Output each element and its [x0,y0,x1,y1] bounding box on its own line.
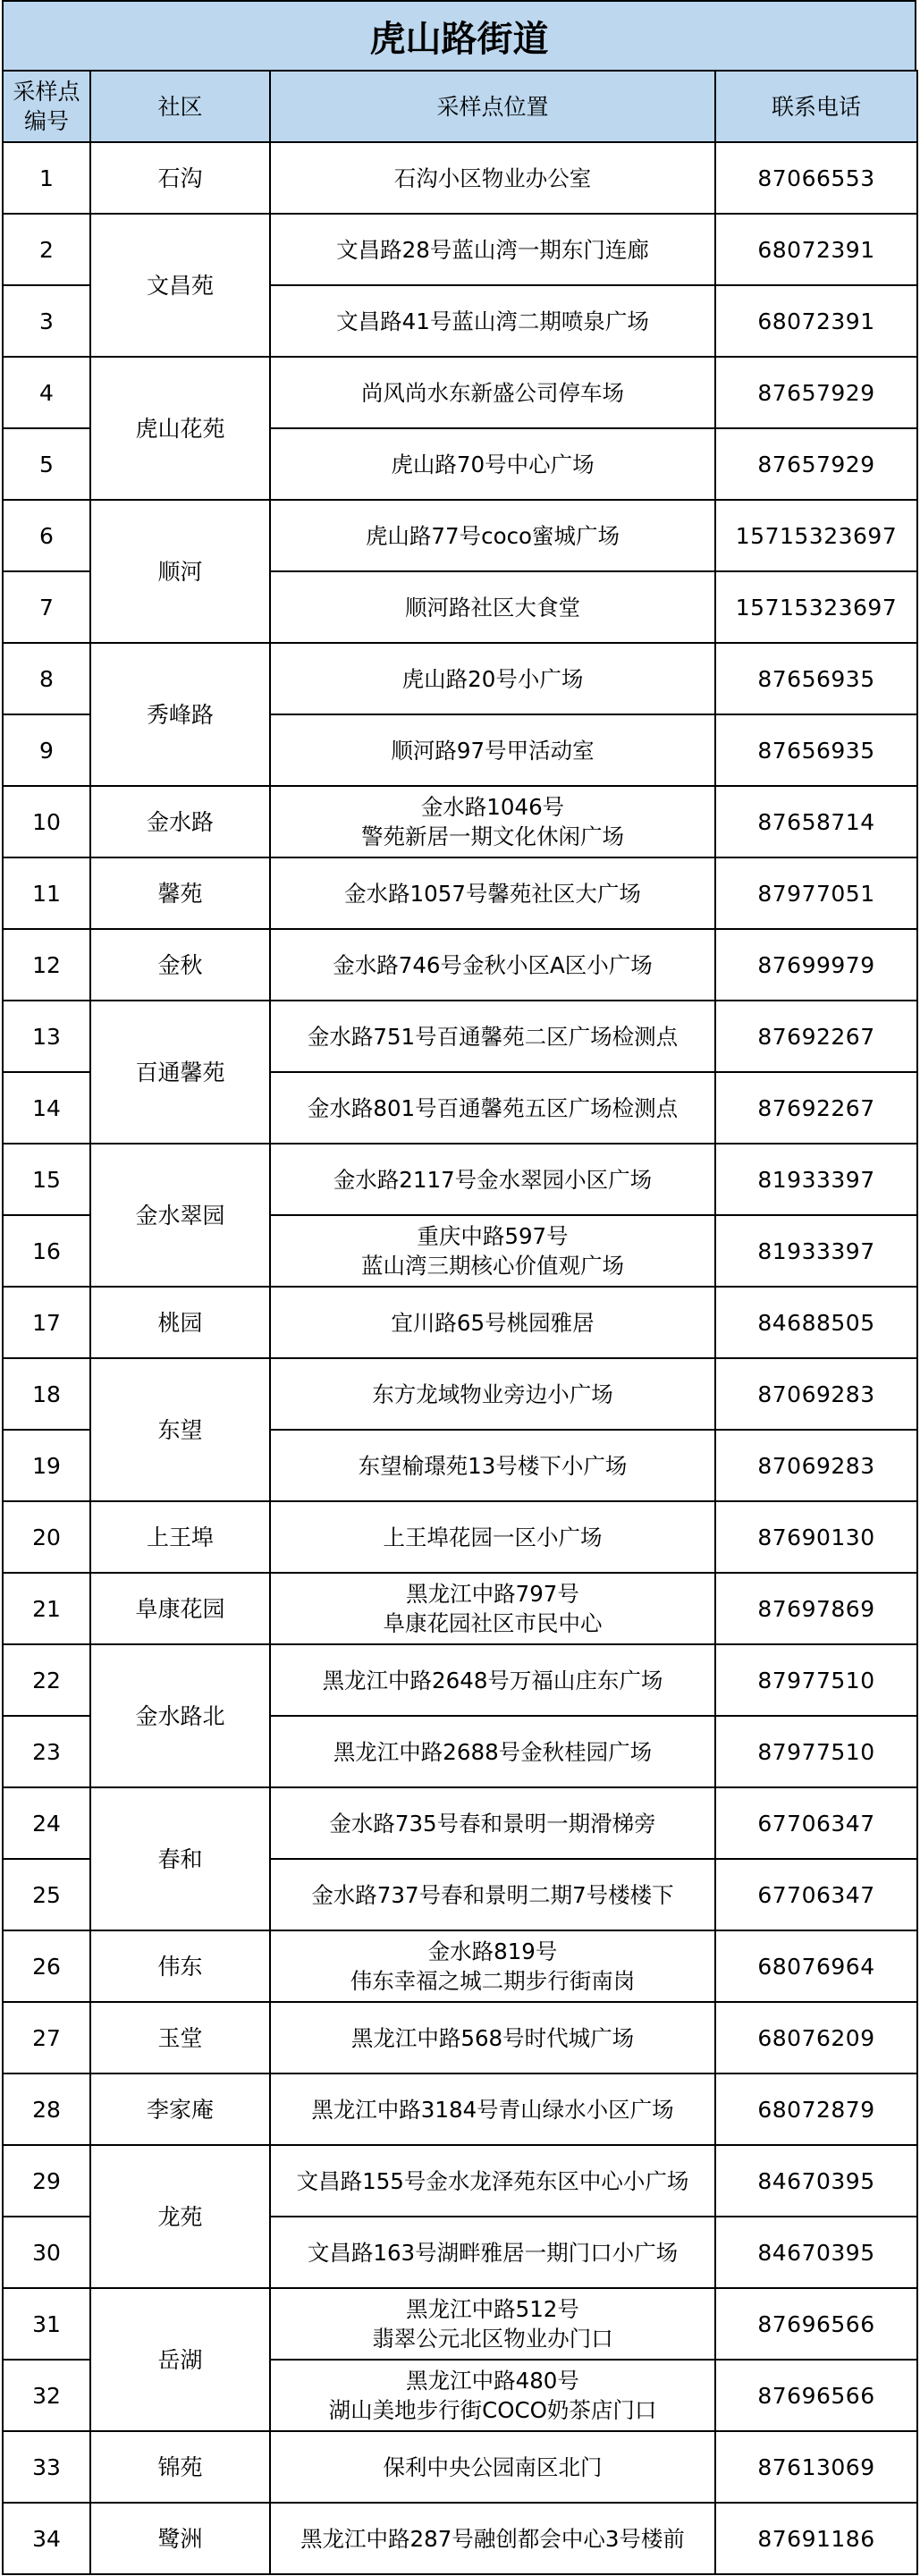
cell-location: 黑龙江中路3184号青山绿水小区广场 [270,2073,715,2145]
table-row [3,2002,917,2073]
cell-phone: 81933397 [715,1144,917,1215]
cell-location: 顺河路97号甲活动室 [270,714,715,786]
table-row [3,1358,917,1430]
table-row [3,214,917,285]
cell-phone: 15715323697 [715,571,917,643]
table-row [3,1573,917,1644]
cell-community: 文昌苑 [90,214,270,357]
cell-location: 重庆中路597号 蓝山湾三期核心价值观广场 [270,1215,715,1287]
cell-number: 28 [3,2073,90,2145]
cell-community: 玉堂 [90,2002,270,2073]
cell-number: 14 [3,1072,90,1144]
table-header [3,71,917,142]
cell-number: 10 [3,786,90,857]
cell-phone: 81933397 [715,1215,917,1287]
cell-location: 黑龙江中路2648号万福山庄东广场 [270,1644,715,1716]
cell-location: 文昌路163号湖畔雅居一期门口小广场 [270,2217,715,2288]
cell-phone: 68072391 [715,285,917,357]
cell-number: 21 [3,1573,90,1644]
cell-number: 25 [3,1859,90,1930]
cell-number: 24 [3,1787,90,1859]
table-row [3,357,917,428]
cell-community: 龙苑 [90,2145,270,2288]
header-row [3,71,917,142]
cell-number: 7 [3,571,90,643]
cell-number: 8 [3,643,90,714]
cell-phone: 87069283 [715,1358,917,1430]
cell-phone: 87696566 [715,2360,917,2431]
cell-phone: 87977510 [715,1716,917,1787]
cell-number: 9 [3,714,90,786]
table-row [3,2431,917,2503]
cell-location: 金水路735号春和景明一期滑梯旁 [270,1787,715,1859]
table-row [3,929,917,1001]
cell-phone: 68072879 [715,2073,917,2145]
cell-location: 东望榆璟苑13号楼下小广场 [270,1430,715,1501]
cell-phone: 87656935 [715,714,917,786]
cell-phone: 15715323697 [715,500,917,571]
cell-community: 金秋 [90,929,270,1001]
cell-phone: 87691186 [715,2503,917,2574]
cell-community: 岳湖 [90,2288,270,2431]
cell-community: 伟东 [90,1930,270,2002]
sheet-title: 虎山路街道 [2,0,916,72]
cell-number: 17 [3,1287,90,1358]
cell-phone: 87656935 [715,643,917,714]
cell-community: 东望 [90,1358,270,1501]
cell-community: 春和 [90,1787,270,1930]
cell-number: 2 [3,214,90,285]
cell-location: 虎山路20号小广场 [270,643,715,714]
cell-number: 32 [3,2360,90,2431]
cell-location: 东方龙域物业旁边小广场 [270,1358,715,1430]
cell-number: 5 [3,428,90,500]
cell-community: 金水翠园 [90,1144,270,1287]
table-row [3,500,917,571]
cell-phone: 87613069 [715,2431,917,2503]
cell-phone: 87657929 [715,428,917,500]
cell-number: 15 [3,1144,90,1215]
table-row [3,1787,917,1859]
cell-number: 23 [3,1716,90,1787]
cell-phone: 84670395 [715,2145,917,2217]
cell-phone: 87658714 [715,786,917,857]
cell-location: 黑龙江中路512号 翡翠公元北区物业办门口 [270,2288,715,2360]
cell-number: 16 [3,1215,90,1287]
cell-location: 虎山路77号coco蜜城广场 [270,500,715,571]
cell-community: 石沟 [90,142,270,214]
cell-phone: 87692267 [715,1072,917,1144]
cell-number: 22 [3,1644,90,1716]
cell-number: 12 [3,929,90,1001]
table-row [3,857,917,929]
cell-location: 保利中央公园南区北门 [270,2431,715,2503]
cell-number: 6 [3,500,90,571]
cell-phone: 84688505 [715,1287,917,1358]
cell-number: 1 [3,142,90,214]
cell-number: 33 [3,2431,90,2503]
cell-number: 31 [3,2288,90,2360]
cell-location: 金水路2117号金水翠园小区广场 [270,1144,715,1215]
cell-phone: 87977051 [715,857,917,929]
cell-number: 4 [3,357,90,428]
cell-number: 26 [3,1930,90,2002]
cell-phone: 67706347 [715,1859,917,1930]
cell-number: 19 [3,1430,90,1501]
cell-location: 黑龙江中路287号融创都会中心3号楼前 [270,2503,715,2574]
cell-phone: 87066553 [715,142,917,214]
cell-community: 金水路北 [90,1644,270,1787]
table-row [3,1644,917,1716]
cell-location: 黑龙江中路568号时代城广场 [270,2002,715,2073]
cell-community: 李家庵 [90,2073,270,2145]
cell-location: 金水路746号金秋小区A区小广场 [270,929,715,1001]
cell-community: 鹭洲 [90,2503,270,2574]
cell-number: 30 [3,2217,90,2288]
cell-location: 金水路801号百通馨苑五区广场检测点 [270,1072,715,1144]
cell-phone: 68072391 [715,214,917,285]
cell-location: 虎山路70号中心广场 [270,428,715,500]
cell-location: 上王埠花园一区小广场 [270,1501,715,1573]
header-number: 采样点 编号 [3,71,90,142]
table-row [3,1501,917,1573]
cell-community: 锦苑 [90,2431,270,2503]
cell-location: 黑龙江中路480号 湖山美地步行街COCO奶茶店门口 [270,2360,715,2431]
cell-location: 黑龙江中路797号 阜康花园社区市民中心 [270,1573,715,1644]
table-row [3,2145,917,2217]
cell-location: 尚风尚水东新盛公司停车场 [270,357,715,428]
cell-community: 馨苑 [90,857,270,929]
header-community: 社区 [90,71,270,142]
header-phone: 联系电话 [715,71,917,142]
cell-location: 金水路819号 伟东幸福之城二期步行街南岗 [270,1930,715,2002]
cell-phone: 87699979 [715,929,917,1001]
cell-community: 阜康花园 [90,1573,270,1644]
table-row [3,142,917,214]
cell-location: 石沟小区物业办公室 [270,142,715,214]
cell-location: 文昌路41号蓝山湾二期喷泉广场 [270,285,715,357]
cell-community: 秀峰路 [90,643,270,786]
cell-number: 3 [3,285,90,357]
cell-phone: 87977510 [715,1644,917,1716]
table-row [3,786,917,857]
table-row [3,643,917,714]
cell-location: 顺河路社区大食堂 [270,571,715,643]
cell-phone: 68076209 [715,2002,917,2073]
cell-community: 虎山花苑 [90,357,270,500]
cell-community: 上王埠 [90,1501,270,1573]
table-row [3,2073,917,2145]
cell-phone: 67706347 [715,1787,917,1859]
header-location: 采样点位置 [270,71,715,142]
cell-community: 百通馨苑 [90,1001,270,1144]
cell-phone: 87692267 [715,1001,917,1072]
cell-phone: 87696566 [715,2288,917,2360]
cell-location: 黑龙江中路2688号金秋桂园广场 [270,1716,715,1787]
cell-community: 金水路 [90,786,270,857]
table-row [3,2288,917,2360]
cell-location: 文昌路155号金水龙泽苑东区中心小广场 [270,2145,715,2217]
table-row [3,2503,917,2574]
cell-number: 11 [3,857,90,929]
cell-location: 文昌路28号蓝山湾一期东门连廊 [270,214,715,285]
table-row [3,1930,917,2002]
cell-phone: 87690130 [715,1501,917,1573]
table-row [3,1144,917,1215]
cell-location: 金水路751号百通馨苑二区广场检测点 [270,1001,715,1072]
sampling-points-table [2,70,918,2575]
cell-number: 18 [3,1358,90,1430]
cell-number: 34 [3,2503,90,2574]
cell-phone: 87069283 [715,1430,917,1501]
cell-phone: 68076964 [715,1930,917,2002]
cell-community: 顺河 [90,500,270,643]
cell-phone: 87657929 [715,357,917,428]
cell-location: 金水路737号春和景明二期7号楼楼下 [270,1859,715,1930]
table-body [3,142,917,2574]
cell-phone: 87697869 [715,1573,917,1644]
cell-phone: 84670395 [715,2217,917,2288]
cell-number: 29 [3,2145,90,2217]
cell-community: 桃园 [90,1287,270,1358]
cell-location: 宜川路65号桃园雅居 [270,1287,715,1358]
table-row [3,1001,917,1072]
cell-number: 20 [3,1501,90,1573]
cell-number: 13 [3,1001,90,1072]
cell-location: 金水路1046号 警苑新居一期文化休闲广场 [270,786,715,857]
table-row [3,1287,917,1358]
cell-number: 27 [3,2002,90,2073]
cell-location: 金水路1057号馨苑社区大广场 [270,857,715,929]
